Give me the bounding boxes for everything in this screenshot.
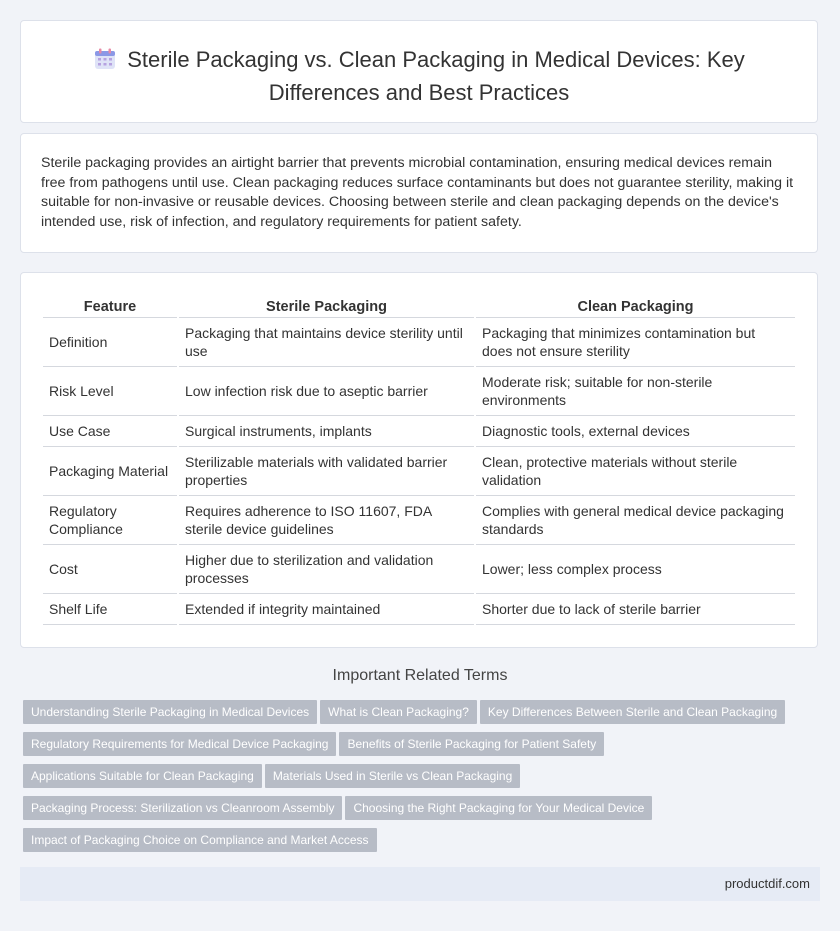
related-term-link[interactable]: Choosing the Right Packaging for Your Medical Device xyxy=(345,796,652,820)
related-term-link[interactable]: Applications Suitable for Clean Packaging xyxy=(23,764,262,788)
related-term-link[interactable]: Materials Used in Sterile vs Clean Packaging xyxy=(265,764,520,788)
table-row xyxy=(43,545,795,594)
table-cell: Definition xyxy=(43,318,177,367)
table-cell: Use Case xyxy=(43,416,177,447)
table-cell: Packaging that maintains device sterility until use xyxy=(179,318,474,367)
table-row xyxy=(43,318,795,367)
table-row xyxy=(43,496,795,545)
header-card xyxy=(20,20,818,123)
column-header: Clean Packaging xyxy=(476,295,795,318)
table-cell: Shelf Life xyxy=(43,594,177,625)
column-header: Feature xyxy=(43,295,177,318)
related-term-link[interactable]: Packaging Process: Sterilization vs Cleanroom Assembly xyxy=(23,796,342,820)
comparison-card xyxy=(20,272,818,648)
table-cell: Packaging Material xyxy=(43,447,177,496)
related-term-link[interactable]: Regulatory Requirements for Medical Device Packaging xyxy=(23,732,336,756)
related-terms-title: Important Related Terms xyxy=(332,667,508,684)
table-cell: Requires adherence to ISO 11607, FDA sterile device guidelines xyxy=(179,496,474,545)
table-cell: Moderate risk; suitable for non-sterile environments xyxy=(476,367,795,416)
related-term-link[interactable]: What is Clean Packaging? xyxy=(320,700,477,724)
related-term-link[interactable]: Key Differences Between Sterile and Clean Packaging xyxy=(480,700,785,724)
table-cell: Packaging that minimizes contamination but does not ensure sterility xyxy=(476,318,795,367)
column-header: Sterile Packaging xyxy=(179,295,474,318)
page-title: Sterile Packaging vs. Clean Packaging in Medical Devices: Key Differences and Best Practices xyxy=(127,47,745,105)
table-row xyxy=(43,367,795,416)
table-cell: Higher due to sterilization and validation processes xyxy=(179,545,474,594)
intro-card xyxy=(20,133,818,253)
table-cell: Sterilizable materials with validated barrier properties xyxy=(179,447,474,496)
page-title-wrap xyxy=(21,45,817,107)
table-cell: Risk Level xyxy=(43,367,177,416)
table-cell: Lower; less complex process xyxy=(476,545,795,594)
footer xyxy=(20,867,820,901)
table-cell: Regulatory Compliance xyxy=(43,496,177,545)
table-cell: Diagnostic tools, external devices xyxy=(476,416,795,447)
related-terms-list xyxy=(23,700,813,860)
table-cell: Surgical instruments, implants xyxy=(179,416,474,447)
intro-text: Sterile packaging provides an airtight barrier that prevents microbial contamination, ensuring medical devices remain free from pathogens until use. Clean packaging reduces surface contaminants but does not guarantee sterility, making it suitable for non-invasive or reusable devices. Choosing between sterile and clean packaging depends on the device's intended use, risk of infection, and regulatory requirements for patient safety. xyxy=(41,155,794,230)
comparison-table xyxy=(41,295,797,625)
table-cell: Shorter due to lack of sterile barrier xyxy=(476,594,795,625)
table-row xyxy=(43,416,795,447)
table-header-row xyxy=(43,295,795,318)
footer-site-link[interactable]: productdif.com xyxy=(724,876,810,891)
table-cell: Clean, protective materials without sterile validation xyxy=(476,447,795,496)
table-cell: Cost xyxy=(43,545,177,594)
calendar-grid-icon xyxy=(93,47,117,78)
table-cell: Complies with general medical device packaging standards xyxy=(476,496,795,545)
table-row xyxy=(43,447,795,496)
related-term-link[interactable]: Impact of Packaging Choice on Compliance and Market Access xyxy=(23,828,377,852)
table-cell: Extended if integrity maintained xyxy=(179,594,474,625)
related-term-link[interactable]: Benefits of Sterile Packaging for Patient Safety xyxy=(339,732,604,756)
table-row xyxy=(43,594,795,625)
table-cell: Low infection risk due to aseptic barrier xyxy=(179,367,474,416)
related-term-link[interactable]: Understanding Sterile Packaging in Medical Devices xyxy=(23,700,317,724)
